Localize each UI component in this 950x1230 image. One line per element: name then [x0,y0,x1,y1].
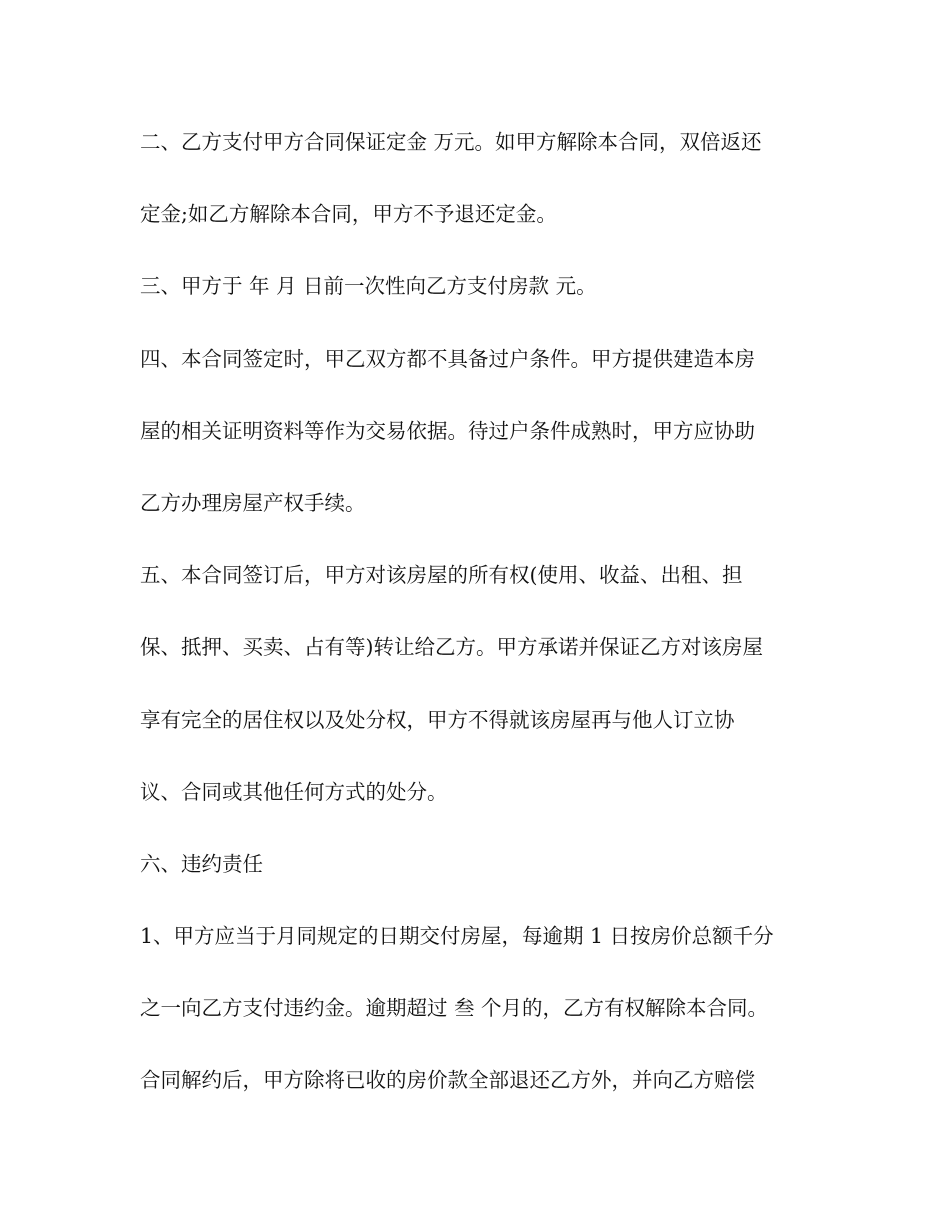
text-line: 议、合同或其他任何方式的处分。 [140,779,448,804]
text-line: 之一向乙方支付违约金。逾期超过 叁 个月的，乙方有权解除本合同。 [140,996,769,1021]
text-line: 二、乙方支付甲方合同保证定金 万元。如甲方解除本合同，双倍返还 [140,130,762,154]
text-line: 六、违约责任 [140,851,263,876]
text-line: 五、本合同签订后，甲方对该房屋的所有权(使用、收益、出租、担 [140,563,743,588]
text-line: 四、本合同签定时，甲乙双方都不具备过户条件。甲方提供建造本房 [140,346,755,371]
text-line: 合同解约后，甲方除将已收的房价款全部退还乙方外，并向乙方赔偿 [140,1068,755,1093]
text-line: 保、抵押、买卖、占有等)转让给乙方。甲方承诺并保证乙方对该房屋 [140,635,763,660]
text-line: 定金;如乙方解除本合同，甲方不予退还定金。 [140,202,557,227]
text-line: 享有完全的居住权以及处分权，甲方不得就该房屋再与他人订立协 [140,707,735,732]
document-body [140,120,820,1131]
text-line: 三、甲方于 年 月 日前一次性向乙方支付房款 元。 [140,274,597,299]
text-line: 乙方办理房屋产权手续。 [140,490,366,515]
text-line: 屋的相关证明资料等作为交易依据。待过户条件成熟时，甲方应协助 [140,418,755,443]
text-line: 1、甲方应当于月同规定的日期交付房屋，每逾期 1 日按房价总额千分 [140,924,774,949]
